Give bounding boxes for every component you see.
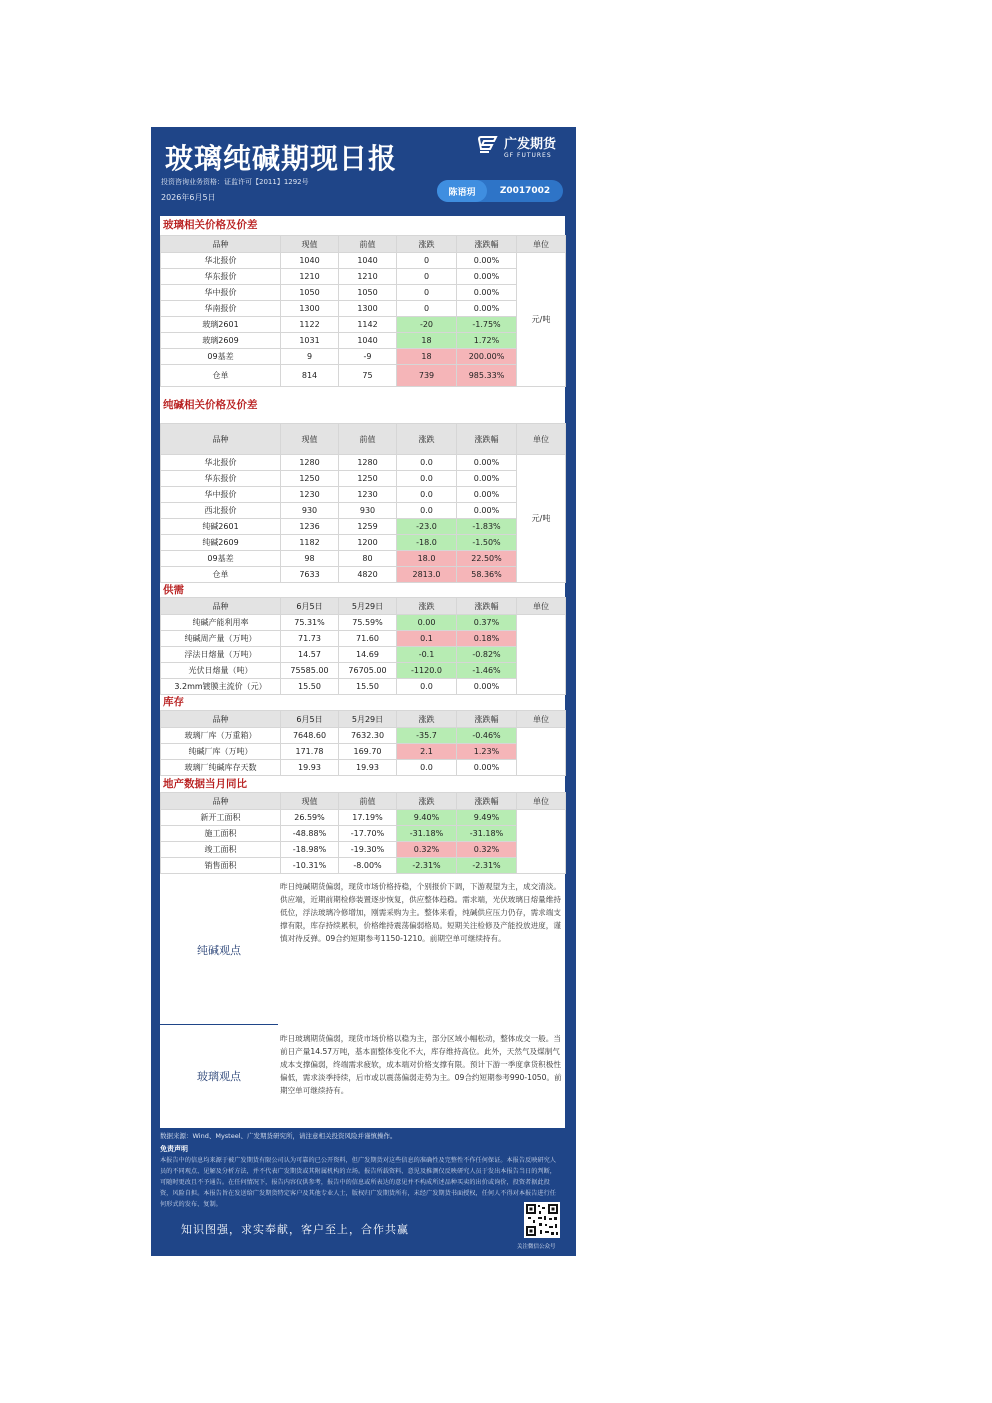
current-value-cell: 75585.00 [281, 663, 339, 679]
change-cell: 0.1 [397, 631, 457, 647]
current-value-cell: 71.73 [281, 631, 339, 647]
header-cell: 涨跌 [397, 598, 457, 615]
item-name-cell: 华东报价 [161, 471, 281, 487]
current-value-cell: 1182 [281, 535, 339, 551]
previous-value-cell: -8.00% [339, 858, 397, 874]
table-row [161, 679, 566, 695]
table-row [161, 535, 566, 551]
table-row [161, 365, 566, 387]
change-cell: -0.1 [397, 647, 457, 663]
item-name-cell: 华中报价 [161, 285, 281, 301]
current-value-cell: 9 [281, 349, 339, 365]
change-pct-cell: 1.72% [457, 333, 517, 349]
current-value-cell: 1122 [281, 317, 339, 333]
item-name-cell: 仓单 [161, 365, 281, 387]
current-value-cell: 15.50 [281, 679, 339, 695]
change-cell: 0 [397, 253, 457, 269]
item-name-cell: 纯碱产能利用率 [161, 615, 281, 631]
change-pct-cell: -0.46% [457, 728, 517, 744]
current-value-cell: 7633 [281, 567, 339, 583]
item-name-cell: 华中报价 [161, 487, 281, 503]
qr-code-icon[interactable] [524, 1202, 560, 1238]
table-row [161, 858, 566, 874]
header-cell: 5月29日 [339, 598, 397, 615]
current-value-cell: 930 [281, 503, 339, 519]
change-cell: 0 [397, 285, 457, 301]
change-pct-cell: 985.33% [457, 365, 517, 387]
change-cell: 18.0 [397, 551, 457, 567]
current-value-cell: 1250 [281, 471, 339, 487]
change-pct-cell: 1.23% [457, 744, 517, 760]
item-name-cell: 纯碱2609 [161, 535, 281, 551]
change-pct-cell: 58.36% [457, 567, 517, 583]
previous-value-cell: -9 [339, 349, 397, 365]
item-name-cell: 纯碱厂库（万吨） [161, 744, 281, 760]
item-name-cell: 销售面积 [161, 858, 281, 874]
change-cell: 0.0 [397, 679, 457, 695]
change-pct-cell: -0.82% [457, 647, 517, 663]
table-row [161, 842, 566, 858]
change-pct-cell: 0.00% [457, 285, 517, 301]
glass-view-text: 昨日玻璃期货偏弱，现货市场价格以稳为主，部分区域小幅松动，整体成交一般。当前日产量14.57万吨，基本面整体变化不大，库存维持高位。此外，天然气及煤制气成本支撑偏弱，终端需求疲软，成本端对价格支撑有限。预计下游一季度拿货积极性偏低，需求淡季持续，后市或以震荡偏弱走势为主。09合约短期参考990-1050。前期空单可继续持有。 [280, 1034, 562, 1095]
current-value-cell: 1050 [281, 285, 339, 301]
supply-table [160, 597, 566, 695]
header-cell: 现值 [281, 793, 339, 810]
gf-logo-icon [476, 135, 498, 155]
change-cell: 0.0 [397, 455, 457, 471]
change-pct-cell: 0.00% [457, 471, 517, 487]
current-value-cell: 814 [281, 365, 339, 387]
views-section [160, 874, 565, 1128]
header-cell: 6月5日 [281, 598, 339, 615]
item-name-cell: 纯碱2601 [161, 519, 281, 535]
change-cell: 0.0 [397, 471, 457, 487]
current-value-cell: 14.57 [281, 647, 339, 663]
change-cell: -2.31% [397, 858, 457, 874]
disclaimer-text: 本报告中的信息均来源于被广发期货有限公司认为可靠的已公开资料，但广发期货对这些信息的准确性及完整性不作任何保证。本报告反映研究人员的不同观点、见解及分析方法，并不代表广发期货或其附属机构的立场。报告所载资料、意见及推测仅反映研究人员于发出本报告当日的判断，可随时更改且不予通告。在任何情况下，报告内容仅供参考，报告中的信息或所表达的意见并不构成所述品种买卖的出价或询价，投资者据此投资，风险自担。本报告旨在发送给广发期货特定客户及其他专业人士，版权归广发期货所有，未经广发期货书面授权，任何人不得对本报告进行任何形式的发布、复制。 [160, 1157, 556, 1208]
table-row [161, 519, 566, 535]
table-row [161, 455, 566, 471]
change-pct-cell: 200.00% [457, 349, 517, 365]
view-divider [160, 1024, 278, 1025]
header-cell: 单位 [517, 793, 566, 810]
change-pct-cell: 22.50% [457, 551, 517, 567]
current-value-cell: 26.59% [281, 810, 339, 826]
current-value-cell: 1210 [281, 269, 339, 285]
current-value-cell: 1031 [281, 333, 339, 349]
header-cell: 6月5日 [281, 711, 339, 728]
item-name-cell: 玻璃2609 [161, 333, 281, 349]
company-slogan: 知识图强，求实奉献，客户至上，合作共赢 [181, 1223, 409, 1236]
current-value-cell: 75.31% [281, 615, 339, 631]
section-title-soda: 纯碱相关价格及价差 [163, 399, 258, 411]
qr-caption: 关注微信公众号 [517, 1244, 556, 1250]
change-cell: -20 [397, 317, 457, 333]
header-cell: 涨跌 [397, 424, 457, 455]
glass-view [160, 1026, 565, 1128]
header-cell: 单位 [517, 236, 566, 253]
table-row [161, 269, 566, 285]
current-value-cell: -10.31% [281, 858, 339, 874]
table-row [161, 317, 566, 333]
table-row [161, 471, 566, 487]
previous-value-cell: 1200 [339, 535, 397, 551]
change-pct-cell: 0.00% [457, 487, 517, 503]
header-cell: 涨跌幅 [457, 598, 517, 615]
table-header-row [161, 598, 566, 615]
analyst-badge [437, 180, 563, 202]
change-cell: 0.0 [397, 487, 457, 503]
unit-cell [517, 728, 566, 776]
table-row [161, 631, 566, 647]
table-row [161, 285, 566, 301]
section-title-realestate: 地产数据当月同比 [163, 778, 247, 790]
item-name-cell: 竣工面积 [161, 842, 281, 858]
previous-value-cell: 75 [339, 365, 397, 387]
change-cell: 2.1 [397, 744, 457, 760]
change-cell: 0 [397, 301, 457, 317]
section-title-inventory: 库存 [163, 696, 184, 708]
header-cell: 涨跌幅 [457, 236, 517, 253]
change-cell: -35.7 [397, 728, 457, 744]
soda-view-label: 纯碱观点 [197, 944, 241, 957]
data-source: 数据来源：Wind、Mysteel、广发期货研究所，请注意相关投资风险并谨慎操作。 [160, 1132, 397, 1140]
logo-text-en: GF FUTURES [503, 152, 552, 159]
item-name-cell: 华南报价 [161, 301, 281, 317]
item-name-cell: 玻璃厂库（万重箱） [161, 728, 281, 744]
item-name-cell: 09基差 [161, 551, 281, 567]
previous-value-cell: 1250 [339, 471, 397, 487]
item-name-cell: 3.2mm镀膜主流价（元） [161, 679, 281, 695]
change-cell: 18 [397, 349, 457, 365]
change-cell: -23.0 [397, 519, 457, 535]
item-name-cell: 华东报价 [161, 269, 281, 285]
unit-cell: 元/吨 [517, 455, 566, 583]
current-value-cell: -48.88% [281, 826, 339, 842]
current-value-cell: 98 [281, 551, 339, 567]
item-name-cell: 玻璃2601 [161, 317, 281, 333]
table-row [161, 647, 566, 663]
change-cell: -18.0 [397, 535, 457, 551]
table-header-row [161, 236, 566, 253]
change-cell: 9.40% [397, 810, 457, 826]
change-cell: 2813.0 [397, 567, 457, 583]
previous-value-cell: 1050 [339, 285, 397, 301]
previous-value-cell: 7632.30 [339, 728, 397, 744]
change-pct-cell: 0.00% [457, 503, 517, 519]
change-pct-cell: 0.00% [457, 455, 517, 471]
current-value-cell: 19.93 [281, 760, 339, 776]
previous-value-cell: 76705.00 [339, 663, 397, 679]
table-header-row [161, 424, 566, 455]
table-header-row [161, 793, 566, 810]
previous-value-cell: 71.60 [339, 631, 397, 647]
table-row [161, 333, 566, 349]
unit-cell: 元/吨 [517, 253, 566, 387]
company-logo [504, 133, 556, 159]
table-row [161, 567, 566, 583]
table-row [161, 826, 566, 842]
previous-value-cell: 1142 [339, 317, 397, 333]
header-cell: 前值 [339, 236, 397, 253]
permit-text: 投资咨询业务资格：证监许可【2011】1292号 [161, 178, 309, 186]
table-row [161, 728, 566, 744]
disclaimer-title: 免责声明 [160, 1145, 188, 1153]
current-value-cell: 1236 [281, 519, 339, 535]
realestate-table [160, 792, 566, 874]
change-pct-cell: -1.83% [457, 519, 517, 535]
header-cell: 单位 [517, 711, 566, 728]
current-value-cell: 7648.60 [281, 728, 339, 744]
unit-cell [517, 810, 566, 874]
item-name-cell: 华北报价 [161, 253, 281, 269]
previous-value-cell: 1300 [339, 301, 397, 317]
previous-value-cell: 15.50 [339, 679, 397, 695]
item-name-cell: 新开工面积 [161, 810, 281, 826]
change-cell: 18 [397, 333, 457, 349]
current-value-cell: -18.98% [281, 842, 339, 858]
item-name-cell: 西北报价 [161, 503, 281, 519]
current-value-cell: 1300 [281, 301, 339, 317]
change-cell: 0.0 [397, 503, 457, 519]
section-title-supply: 供需 [163, 584, 184, 596]
previous-value-cell: 1040 [339, 333, 397, 349]
previous-value-cell: 1259 [339, 519, 397, 535]
item-name-cell: 纯碱周产量（万吨） [161, 631, 281, 647]
analyst-name: 陈语玥 [437, 180, 487, 202]
item-name-cell: 华北报价 [161, 455, 281, 471]
previous-value-cell: 1230 [339, 487, 397, 503]
header-cell: 5月29日 [339, 711, 397, 728]
report-card [151, 127, 576, 1256]
change-cell: 0 [397, 269, 457, 285]
header-cell: 现值 [281, 424, 339, 455]
change-pct-cell: -1.46% [457, 663, 517, 679]
previous-value-cell: -17.70% [339, 826, 397, 842]
header-cell: 前值 [339, 793, 397, 810]
change-cell: -31.18% [397, 826, 457, 842]
table-row [161, 301, 566, 317]
change-cell: 0.00 [397, 615, 457, 631]
table-row [161, 810, 566, 826]
inventory-table [160, 710, 566, 776]
item-name-cell: 09基差 [161, 349, 281, 365]
change-pct-cell: -31.18% [457, 826, 517, 842]
item-name-cell: 仓单 [161, 567, 281, 583]
change-pct-cell: 0.18% [457, 631, 517, 647]
header-cell: 涨跌幅 [457, 424, 517, 455]
previous-value-cell: 169.70 [339, 744, 397, 760]
change-pct-cell: -2.31% [457, 858, 517, 874]
header-cell: 单位 [517, 424, 566, 455]
change-cell: 0.0 [397, 760, 457, 776]
current-value-cell: 171.78 [281, 744, 339, 760]
previous-value-cell: 19.93 [339, 760, 397, 776]
previous-value-cell: -19.30% [339, 842, 397, 858]
header-cell: 涨跌 [397, 236, 457, 253]
report-content [160, 216, 565, 1128]
header-cell: 涨跌 [397, 711, 457, 728]
header-cell: 前值 [339, 424, 397, 455]
header-cell: 单位 [517, 598, 566, 615]
previous-value-cell: 1040 [339, 253, 397, 269]
table-row [161, 503, 566, 519]
table-row [161, 663, 566, 679]
header-cell: 涨跌幅 [457, 711, 517, 728]
glass-price-table [160, 235, 566, 387]
report-date: 2026年6月5日 [161, 193, 216, 202]
report-title: 玻璃纯碱期现日报 [165, 142, 398, 175]
soda-view-text: 昨日纯碱期货偏弱，现货市场价格持稳，个别报价下调，下游观望为主，成交清淡。供应端，近期前期检修装置逐步恢复，供应整体趋稳。需求端，光伏玻璃日熔量维持低位，浮法玻璃冷修增加，刚需采购为主。整体来看，纯碱供应压力仍存，需求端支撑有限，库存持续累积，价格维持震荡偏弱格局。短期关注检修及产能投放进度，谨慎对待反弹。09合约短期参考1150-1210。前期空单可继续持有。 [280, 882, 561, 943]
change-pct-cell: 0.00% [457, 253, 517, 269]
report-header [151, 127, 576, 216]
table-row [161, 551, 566, 567]
previous-value-cell: 930 [339, 503, 397, 519]
logo-text-cn: 广发期货 [503, 137, 556, 152]
header-cell: 品种 [161, 236, 281, 253]
table-row [161, 487, 566, 503]
header-cell: 品种 [161, 424, 281, 455]
change-pct-cell: 9.49% [457, 810, 517, 826]
previous-value-cell: 14.69 [339, 647, 397, 663]
header-cell: 涨跌 [397, 793, 457, 810]
change-cell: 739 [397, 365, 457, 387]
header-cell: 品种 [161, 598, 281, 615]
change-cell: -1120.0 [397, 663, 457, 679]
current-value-cell: 1040 [281, 253, 339, 269]
previous-value-cell: 80 [339, 551, 397, 567]
table-row [161, 253, 566, 269]
soda-view [160, 874, 565, 1026]
table-row [161, 744, 566, 760]
section-title-glass: 玻璃相关价格及价差 [163, 219, 258, 231]
change-cell: 0.32% [397, 842, 457, 858]
previous-value-cell: 75.59% [339, 615, 397, 631]
header-cell: 现值 [281, 236, 339, 253]
table-row [161, 349, 566, 365]
item-name-cell: 施工面积 [161, 826, 281, 842]
change-pct-cell: 0.00% [457, 679, 517, 695]
change-pct-cell: 0.00% [457, 760, 517, 776]
table-row [161, 760, 566, 776]
previous-value-cell: 1210 [339, 269, 397, 285]
change-pct-cell: -1.75% [457, 317, 517, 333]
item-name-cell: 光伏日熔量（吨） [161, 663, 281, 679]
unit-cell [517, 615, 566, 695]
item-name-cell: 玻璃厂纯碱库存天数 [161, 760, 281, 776]
current-value-cell: 1280 [281, 455, 339, 471]
change-pct-cell: 0.00% [457, 301, 517, 317]
glass-view-label: 玻璃观点 [197, 1070, 241, 1083]
soda-price-table [160, 423, 566, 583]
header-cell: 品种 [161, 711, 281, 728]
analyst-id: Z0017002 [499, 186, 551, 196]
table-row [161, 615, 566, 631]
change-pct-cell: -1.50% [457, 535, 517, 551]
change-pct-cell: 0.00% [457, 269, 517, 285]
table-header-row [161, 711, 566, 728]
previous-value-cell: 17.19% [339, 810, 397, 826]
change-pct-cell: 0.32% [457, 842, 517, 858]
header-cell: 涨跌幅 [457, 793, 517, 810]
change-pct-cell: 0.37% [457, 615, 517, 631]
report-footer [160, 1127, 565, 1210]
header-cell: 品种 [161, 793, 281, 810]
item-name-cell: 浮法日熔量（万吨） [161, 647, 281, 663]
previous-value-cell: 4820 [339, 567, 397, 583]
current-value-cell: 1230 [281, 487, 339, 503]
previous-value-cell: 1280 [339, 455, 397, 471]
